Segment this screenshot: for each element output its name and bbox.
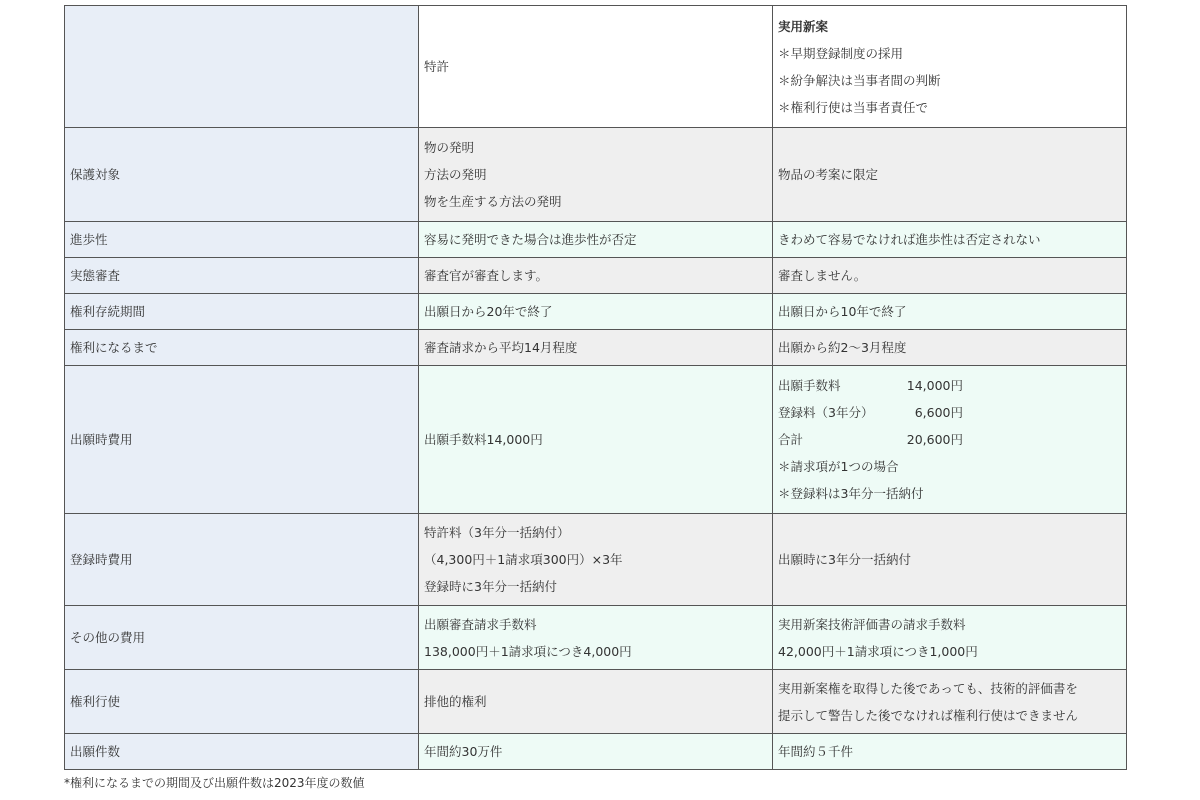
cell-line: 提示して警告した後でなければ権利行使はできません — [778, 707, 1079, 723]
cell-other-cost-patent — [419, 606, 773, 670]
fee-line — [778, 399, 1121, 426]
cell-line: 方法の発明 — [424, 167, 487, 182]
row-label-time-to-right: 権利になるまで — [65, 330, 419, 366]
fee-amount: 6,600円 — [914, 405, 963, 420]
row-label-protection: 保護対象 — [65, 128, 419, 222]
cell-protection-utility: 物品の考案に限定 — [773, 128, 1127, 222]
table-row — [65, 294, 1127, 330]
header-utility-title: 実用新案 — [778, 18, 829, 34]
comparison-table — [64, 5, 1127, 770]
cell-registration-cost-utility: 出願時に3年分一括納付 — [773, 514, 1127, 606]
row-label-enforcement: 権利行使 — [65, 670, 419, 734]
fee-name: 合計 — [778, 432, 804, 447]
cell-examination-utility: 審査しません。 — [773, 258, 1127, 294]
header-utility-note: ＊早期登録制度の採用 — [778, 45, 904, 61]
cell-filing-cost-patent: 出願手数料14,000円 — [419, 366, 773, 514]
cell-other-cost-utility — [773, 606, 1127, 670]
row-label-filing-cost: 出願時費用 — [65, 366, 419, 514]
cell-line: （4,300円＋1請求項300円）×3年 — [424, 552, 623, 567]
cell-line: 物の発明 — [424, 140, 475, 155]
cell-time-to-right-patent: 審査請求から平均14月程度 — [419, 330, 773, 366]
cell-line: 42,000円＋1請求項につき1,000円 — [778, 643, 978, 659]
table-header-row — [65, 6, 1127, 128]
cell-registration-cost-patent — [419, 514, 773, 606]
table-row — [65, 222, 1127, 258]
cell-protection-patent — [419, 128, 773, 222]
cell-time-to-right-utility: 出願から約2～3月程度 — [773, 330, 1127, 366]
footnote: *権利になるまでの期間及び出願件数は2023年度の数値 — [64, 776, 365, 790]
table-row — [65, 258, 1127, 294]
row-label-inventive-step: 進歩性 — [65, 222, 419, 258]
row-label-other-cost: その他の費用 — [65, 606, 419, 670]
cell-line: 実用新案権を取得した後であっても、技術的評価書を — [778, 680, 1078, 696]
table-row — [65, 366, 1127, 514]
row-label-registration-cost: 登録時費用 — [65, 514, 419, 606]
cell-line: 特許料（3年分一括納付） — [424, 525, 570, 540]
cell-line: 実用新案技術評価書の請求手数料 — [778, 616, 966, 632]
table-row — [65, 606, 1127, 670]
header-utility-note: ＊権利行使は当事者責任で — [778, 99, 929, 115]
cell-filings-patent: 年間約30万件 — [419, 734, 773, 770]
table-row — [65, 514, 1127, 606]
cell-duration-patent: 出願日から20年で終了 — [419, 294, 773, 330]
fee-name: 出願手数料 — [778, 378, 841, 393]
table-row — [65, 670, 1127, 734]
fee-line — [778, 372, 1121, 399]
row-label-filings: 出願件数 — [65, 734, 419, 770]
cell-line: 登録時に3年分一括納付 — [424, 579, 557, 594]
header-blank-cell — [65, 6, 419, 128]
fee-amount: 20,600円 — [906, 432, 963, 447]
cell-examination-patent: 審査官が審査します。 — [419, 258, 773, 294]
cell-duration-utility: 出願日から10年で終了 — [773, 294, 1127, 330]
cell-filing-cost-utility — [773, 366, 1127, 514]
header-utility-note: ＊紛争解決は当事者間の判断 — [778, 72, 941, 88]
fee-note: ＊請求項が1つの場合 — [778, 459, 899, 474]
row-label-examination: 実態審査 — [65, 258, 419, 294]
cell-filings-utility: 年間約５千件 — [773, 734, 1127, 770]
cell-enforcement-utility — [773, 670, 1127, 734]
table-row — [65, 128, 1127, 222]
fee-note: ＊登録料は3年分一括納付 — [778, 486, 924, 501]
cell-line: 物を生産する方法の発明 — [424, 194, 562, 209]
cell-inventive-step-utility: きわめて容易でなければ進歩性は否定されない — [773, 222, 1127, 258]
header-utility — [773, 6, 1127, 128]
cell-enforcement-patent: 排他的権利 — [419, 670, 773, 734]
cell-line: 138,000円＋1請求項につき4,000円 — [424, 643, 632, 659]
cell-line: 出願審査請求手数料 — [424, 616, 537, 632]
table-row — [65, 734, 1127, 770]
cell-inventive-step-patent: 容易に発明できた場合は進歩性が否定 — [419, 222, 773, 258]
table-row — [65, 330, 1127, 366]
fee-name: 登録料（3年分） — [778, 405, 874, 420]
fee-amount: 14,000円 — [906, 378, 963, 393]
fee-line — [778, 426, 1121, 453]
row-label-duration: 権利存続期間 — [65, 294, 419, 330]
header-patent: 特許 — [419, 6, 773, 128]
